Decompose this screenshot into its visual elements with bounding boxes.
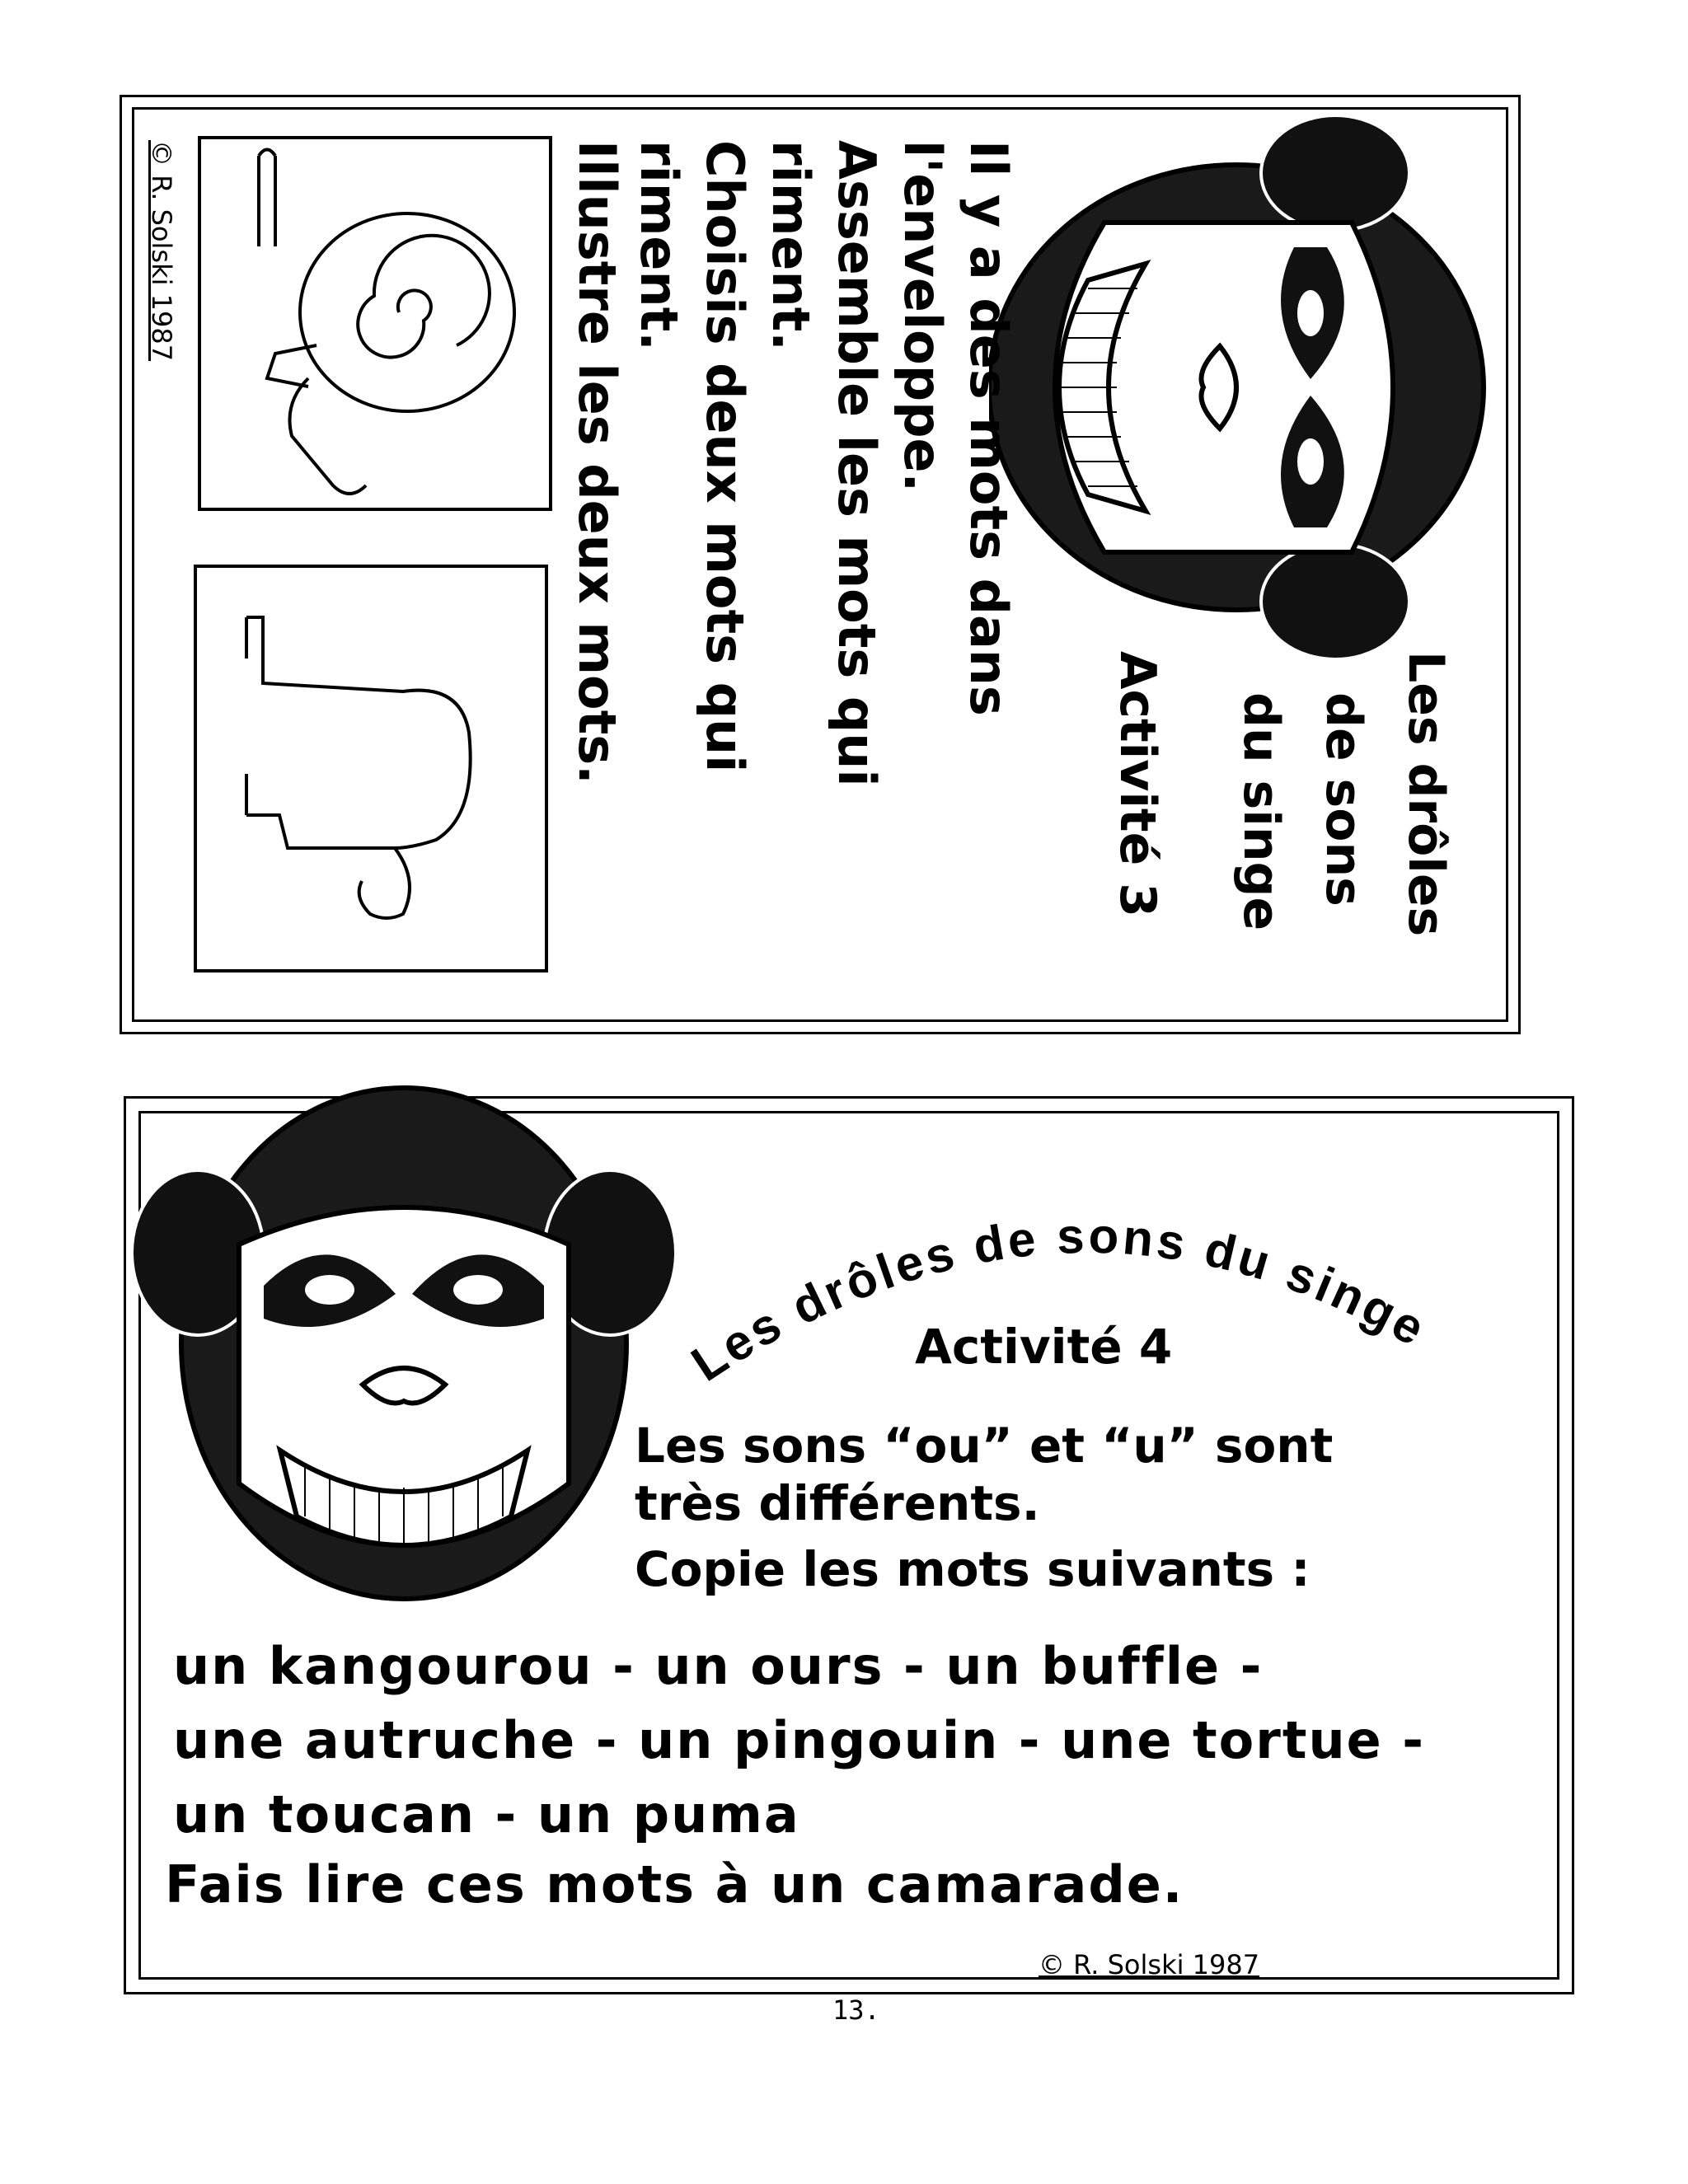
word-line-3: un toucan - un puma xyxy=(173,1784,800,1844)
bottom-card-line-1: Les sons “ou” et “u” sont xyxy=(635,1418,1334,1474)
top-card-instruction-5: Choisis deux mots qui xyxy=(695,140,755,773)
page-number: 13. xyxy=(832,1994,880,2026)
bottom-card-arc-title xyxy=(659,1146,1525,1426)
closing-line: Fais lire ces mots à un camarade. xyxy=(165,1854,1184,1915)
top-card-instruction-6: riment. xyxy=(629,140,689,351)
top-card-instruction-3: Assemble les mots qui xyxy=(827,140,887,787)
camel-box xyxy=(194,565,548,972)
bottom-card-activity: Activité 4 xyxy=(915,1319,1173,1375)
word-line-1: un kangourou - un ours - un buffle - xyxy=(173,1636,1264,1696)
bottom-card-line-3: Copie les mots suivants : xyxy=(635,1541,1311,1597)
monkey-head-illustration-bottom xyxy=(124,1071,684,1632)
top-card-copyright: © R. Solski 1987 xyxy=(146,140,177,362)
monkey-head-illustration-top xyxy=(989,107,1517,668)
top-card-title-line-1: Les drôles xyxy=(1397,651,1455,937)
top-card-activity: Activité 3 xyxy=(1109,651,1166,917)
top-card-instruction-1: Il y a des mots dans xyxy=(959,140,1019,716)
top-card-title-line-2: de sons xyxy=(1315,692,1372,907)
top-card-instruction-2: l'enveloppe. xyxy=(893,140,953,493)
snail-box xyxy=(198,136,552,511)
top-card-instruction-7: Illustre les deux mots. xyxy=(567,140,627,785)
camel-icon xyxy=(197,568,545,969)
bottom-card-copyright: © R. Solski 1987 xyxy=(1039,1949,1260,1980)
arc-title-text: Les drôles de sons du singe xyxy=(682,1207,1437,1392)
snail-icon xyxy=(201,139,549,508)
word-line-2: une autruche - un pingouin - une tortue - xyxy=(173,1710,1425,1770)
bottom-card-line-2: très différents. xyxy=(635,1475,1040,1531)
top-card-instruction-4: riment. xyxy=(761,140,821,351)
top-card-title-line-3: du singe xyxy=(1232,692,1290,931)
